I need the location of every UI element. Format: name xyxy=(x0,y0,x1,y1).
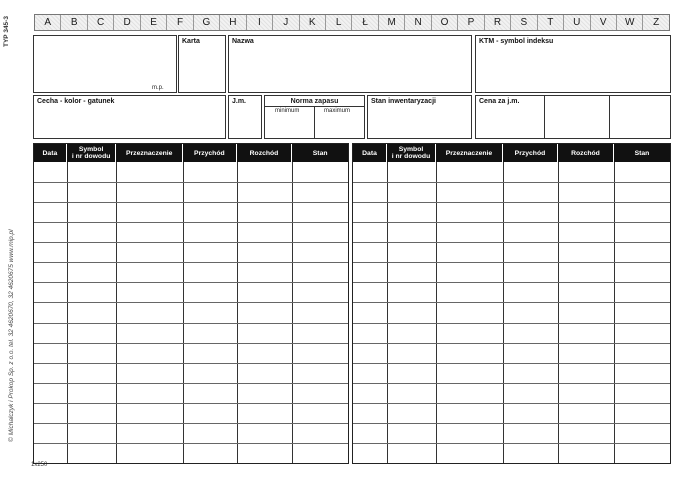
stan-inwentaryzacji-label: Stan inwentaryzacji xyxy=(371,98,436,105)
karta-field[interactable] xyxy=(178,35,226,93)
column-header: Przeznaczenie xyxy=(436,144,503,162)
karta-label: Karta xyxy=(182,38,200,45)
table-row[interactable] xyxy=(34,182,348,202)
cena-field-2[interactable] xyxy=(545,96,609,138)
table-row[interactable] xyxy=(34,383,348,403)
index-letter: Ł xyxy=(352,15,378,30)
table-row[interactable] xyxy=(353,182,670,202)
index-letter: C xyxy=(88,15,114,30)
form-type-code: TYP 345-3 xyxy=(3,16,10,47)
index-letter: K xyxy=(300,15,326,30)
cecha-label: Cecha - kolor - gatunek xyxy=(37,98,115,105)
index-letter: N xyxy=(405,15,431,30)
table-row[interactable] xyxy=(353,363,670,383)
index-letter: A xyxy=(35,15,61,30)
column-header: Przeznaczenie xyxy=(116,144,183,162)
column-header: Data xyxy=(34,144,67,162)
ktm-label: KTM - symbol indeksu xyxy=(479,38,554,45)
column-header: Data xyxy=(353,144,387,162)
column-header: Rozchód xyxy=(558,144,614,162)
table-row[interactable] xyxy=(353,343,670,363)
stamp-box xyxy=(33,35,177,93)
table-row[interactable] xyxy=(34,363,348,383)
table-row[interactable] xyxy=(34,202,348,222)
cena-box xyxy=(475,95,671,139)
index-letter: V xyxy=(591,15,617,30)
cena-field-3[interactable] xyxy=(610,96,670,138)
table-row[interactable] xyxy=(353,323,670,343)
jm-field[interactable] xyxy=(228,95,262,139)
footer-print-code: 1x250 xyxy=(31,462,48,468)
index-letter: G xyxy=(194,15,220,30)
index-letter: S xyxy=(511,15,537,30)
table-row[interactable] xyxy=(34,443,348,463)
table-row[interactable] xyxy=(34,423,348,443)
minimum-field[interactable] xyxy=(265,107,314,139)
cena-label: Cena za j.m. xyxy=(479,98,520,105)
column-header: Symbol i nr dowodu xyxy=(387,144,436,162)
index-letter: P xyxy=(458,15,484,30)
alphabet-index-strip xyxy=(34,14,670,31)
index-letter: H xyxy=(220,15,246,30)
table-row[interactable] xyxy=(34,262,348,282)
table-row[interactable] xyxy=(34,302,348,322)
cena-field-1[interactable] xyxy=(476,96,544,138)
norma-zapasu-label: Norma zapasu xyxy=(265,96,364,107)
cecha-field[interactable] xyxy=(33,95,226,139)
maksimum-field[interactable] xyxy=(315,107,364,139)
table-row[interactable] xyxy=(353,403,670,423)
index-letter: M xyxy=(379,15,405,30)
table-row[interactable] xyxy=(34,162,348,182)
table-row[interactable] xyxy=(34,242,348,262)
maksimum-label: maximum xyxy=(324,108,351,114)
table-row[interactable] xyxy=(34,343,348,363)
norma-zapasu-box xyxy=(264,95,365,139)
column-header: Stan xyxy=(312,149,328,157)
ktm-field[interactable] xyxy=(475,35,671,93)
index-letter: W xyxy=(617,15,643,30)
table-row[interactable] xyxy=(34,323,348,343)
ledger-table-right xyxy=(352,143,671,464)
index-letter: D xyxy=(114,15,140,30)
table-row[interactable] xyxy=(34,222,348,242)
index-letter: I xyxy=(247,15,273,30)
index-letter: B xyxy=(61,15,87,30)
minimum-label: minimum xyxy=(275,108,300,114)
nazwa-label: Nazwa xyxy=(232,38,254,45)
nazwa-field[interactable] xyxy=(228,35,472,93)
table-row[interactable] xyxy=(34,282,348,302)
column-header: Stan xyxy=(634,149,650,157)
index-letter: O xyxy=(432,15,458,30)
index-letter: U xyxy=(564,15,590,30)
table-row[interactable] xyxy=(34,403,348,423)
table-row[interactable] xyxy=(353,282,670,302)
table-row[interactable] xyxy=(353,162,670,182)
index-letter: F xyxy=(167,15,193,30)
mp-label: m.p. xyxy=(152,85,164,91)
table-row[interactable] xyxy=(353,222,670,242)
table-header xyxy=(34,144,348,162)
column-header: Rozchód xyxy=(237,144,293,162)
jm-label: J.m. xyxy=(232,98,247,105)
table-row[interactable] xyxy=(353,423,670,443)
index-letter: Z xyxy=(643,15,668,30)
table-row[interactable] xyxy=(353,302,670,322)
table-row[interactable] xyxy=(353,202,670,222)
table-row[interactable] xyxy=(353,443,670,463)
publisher-imprint: © Michalczyk i Prokop Sp. z o.o. tel. 32 4620670, 32 4620675 www.mip.pl xyxy=(8,229,15,442)
index-letter: L xyxy=(326,15,352,30)
column-header: Przychód xyxy=(503,144,558,162)
table-header xyxy=(353,144,670,162)
table-row[interactable] xyxy=(353,262,670,282)
ledger-table-left xyxy=(33,143,349,464)
stan-inwentaryzacji-field[interactable] xyxy=(367,95,472,139)
table-row[interactable] xyxy=(353,242,670,262)
table-row[interactable] xyxy=(353,383,670,403)
index-letter: E xyxy=(141,15,167,30)
index-letter: J xyxy=(273,15,299,30)
column-header: Symbol i nr dowodu xyxy=(67,144,117,162)
column-header: Przychód xyxy=(183,144,237,162)
index-letter: T xyxy=(538,15,564,30)
index-letter: R xyxy=(485,15,511,30)
